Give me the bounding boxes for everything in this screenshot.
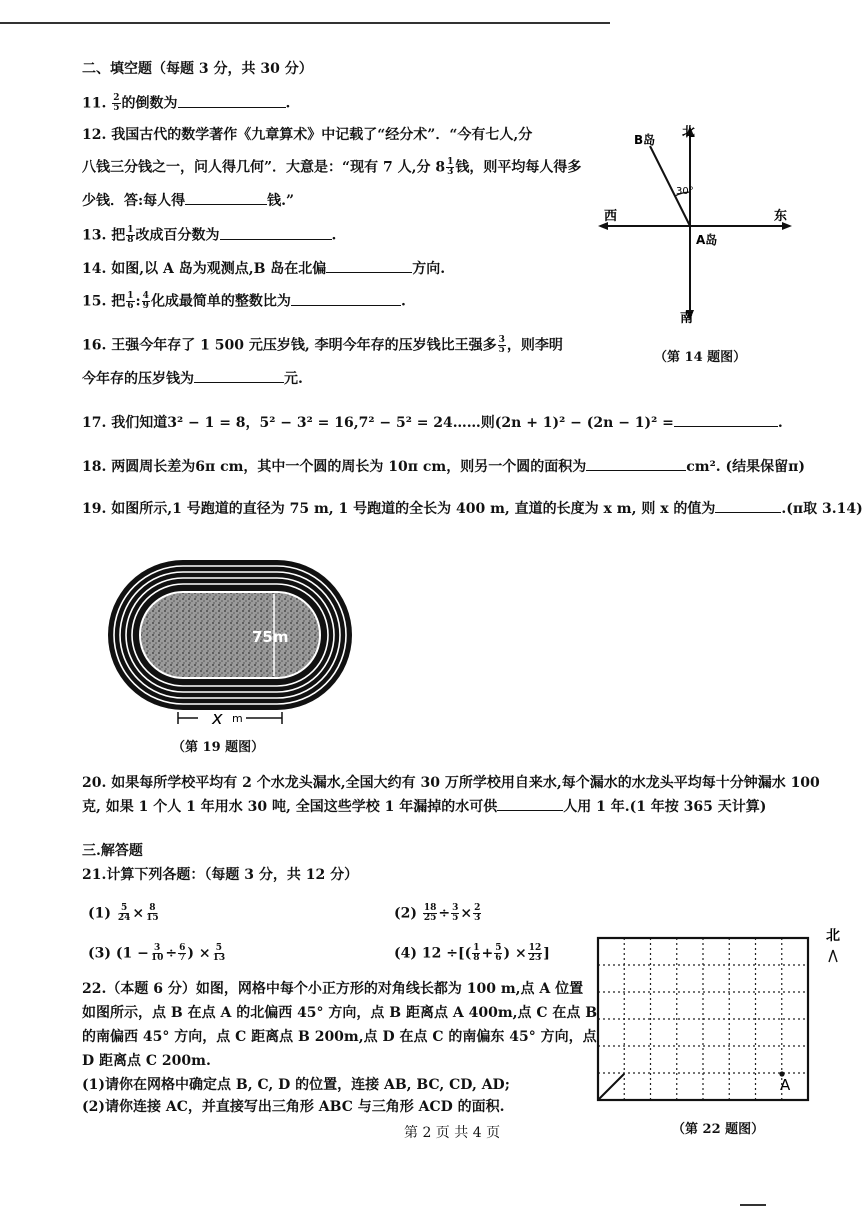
q17-answer-blank[interactable] — [674, 414, 778, 427]
q20-line2: 克, 如果 1 个人 1 年用水 30 吨, 全国这些学校 1 年漏掉的水可供 人用 1 年.(1 年按 365 天计算) — [82, 799, 767, 815]
q11-text: 的倒数为 — [121, 95, 178, 112]
top-rule — [0, 22, 610, 24]
q16-line1: 16. 王强今年存了 1 500 元压岁钱, 李明今年存的压岁钱比王强多 $\frac{3}{5}$ ，则李明 — [82, 335, 563, 355]
question-11: 11. $\frac{2}{5}$ 的倒数为 . — [82, 93, 291, 113]
q14-answer-blank[interactable] — [326, 260, 412, 273]
q11-number: 11. — [82, 95, 107, 112]
point-a-label: A — [780, 1076, 791, 1094]
q15-fraction-1: $\frac{1}{6}$ — [127, 291, 134, 311]
q20-line1: 20. 如果每所学校平均有 2 个水龙头漏水,全国大约有 30 万所学校用自来水,每个漏水的水龙头平均每十分钟漏水 100 — [82, 775, 820, 791]
q15-answer-blank[interactable] — [291, 293, 401, 306]
figure-19-caption: （第 19 题图） — [172, 740, 265, 755]
angle-label: 30° — [676, 186, 694, 197]
q18-answer-blank[interactable] — [586, 458, 686, 471]
bottom-mark — [740, 1204, 766, 1206]
q16-fraction: $\frac{3}{5}$ — [498, 335, 505, 355]
island-a-label: A岛 — [696, 233, 718, 247]
q20-answer-blank[interactable] — [497, 798, 563, 811]
q11-answer-blank[interactable] — [178, 95, 286, 108]
unit-label: m — [232, 712, 243, 725]
q22-line5: (1)请你在网格中确定点 B, C, D 的位置，连接 AB, BC, CD, AD; — [82, 1077, 510, 1093]
north-label: 北 — [826, 928, 840, 944]
q22-line2: 如图所示，点 B 在点 A 的北偏西 45° 方向，点 B 距离点 A 400m,点 C 在点 B — [82, 1005, 598, 1021]
question-19: 19. 如图所示,1 号跑道的直径为 75 m, 1 号跑道的全长为 400 m, 直道的长度为 x m, 则 x 的值为 .(π取 3.14) — [82, 501, 863, 517]
section-2-title: 二、填空题（每题 3 分，共 30 分） — [82, 61, 313, 77]
figure-14-compass — [596, 120, 796, 330]
q21-part-3: (3) (1 − $\frac{3}{10}$ ÷ $\frac{6}{7}$ ) × $\frac{5}{13}$ — [88, 943, 226, 963]
north-arrow-icon — [829, 950, 837, 962]
q22-line4: D 距离点 C 200m. — [82, 1053, 211, 1069]
east-label: 东 — [774, 209, 788, 224]
section-3-title: 三.解答题 — [82, 843, 143, 859]
x-label: x — [212, 708, 223, 728]
page-footer: 第 2 页 共 4 页 — [404, 1125, 501, 1141]
q12-answer-blank[interactable] — [185, 192, 267, 205]
figure-19-running-track — [104, 556, 364, 728]
west-label: 西 — [604, 209, 618, 224]
q13-fraction: $\frac{1}{8}$ — [127, 225, 134, 245]
q21-part-4: (4) 12 ÷[( $\frac{1}{8}$ + $\frac{5}{6}$ ) × $\frac{12}{23}$ ] — [394, 943, 550, 963]
q12-line3: 少钱．答:每人得 钱.” — [82, 193, 295, 209]
north-label: 北 — [682, 125, 696, 140]
figure-22-caption: （第 22 题图） — [672, 1122, 765, 1137]
q22-line1: 22.（本题 6 分）如图，网格中每个小正方形的对角线长都为 100 m,点 A 位置 — [82, 981, 584, 997]
diameter-label: 75m — [252, 628, 289, 646]
south-label: 南 — [680, 311, 694, 326]
q11-fraction: $\frac{2}{5}$ — [113, 93, 120, 113]
q21-title: 21.计算下列各题：（每题 3 分，共 12 分） — [82, 867, 359, 883]
q16-line2: 今年存的压岁钱为 元. — [82, 371, 303, 387]
q21-part-1: (1) $\frac{5}{24}$ × $\frac{8}{15}$ — [88, 903, 159, 923]
q12-line2: 八钱三分钱之一，问人得几何”．大意是：“现有 7 人,分 8 $\frac{1}{3}$ 钱，则平均每人得多 — [82, 157, 582, 177]
q12-line1: 12. 我国古代的数学著作《九章算术》中记载了“经分术”．“今有七人,分 — [82, 127, 533, 143]
grid-lines — [598, 938, 808, 1100]
q19-answer-blank[interactable] — [715, 500, 781, 513]
question-13: 13. 把 $\frac{1}{8}$ 改成百分数为 . — [82, 225, 337, 245]
figure-22-grid — [592, 922, 852, 1108]
island-b-label: B岛 — [634, 133, 656, 147]
q15-fraction-2: $\frac{4}{9}$ — [142, 291, 149, 311]
question-18: 18. 两圆周长差为6π cm，其中一个圆的周长为 10π cm，则另一个圆的面积为 cm². (结果保留π) — [82, 459, 805, 475]
track-field — [140, 592, 320, 678]
corner-diagonal — [598, 1074, 624, 1100]
q22-line3: 的南偏西 45° 方向，点 C 距离点 B 200m,点 D 在点 C 的南偏东 45° 方向，点 — [82, 1029, 597, 1045]
question-17: 17. 我们知道3² − 1 = 8，5² − 3² = 16,7² − 5² = 24……则(2n + 1)² − (2n − 1)² = . — [82, 415, 783, 431]
q22-line6: (2)请你连接 AC，并直接写出三角形 ABC 与三角形 ACD 的面积. — [82, 1099, 505, 1115]
q21-part-2: (2) $\frac{18}{25}$ ÷ $\frac{3}{5}$ × $\frac{2}{3}$ — [394, 903, 481, 923]
question-14: 14. 如图,以 A 岛为观测点,B 岛在北偏 方向. — [82, 261, 446, 277]
question-15: 15. 把 $\frac{1}{6}$ : $\frac{4}{9}$ 化成最简单的整数比为 . — [82, 291, 406, 311]
q13-answer-blank[interactable] — [220, 227, 332, 240]
figure-14-caption: （第 14 题图） — [654, 350, 747, 365]
q16-answer-blank[interactable] — [194, 370, 284, 383]
q12-fraction: $\frac{1}{3}$ — [447, 157, 454, 177]
